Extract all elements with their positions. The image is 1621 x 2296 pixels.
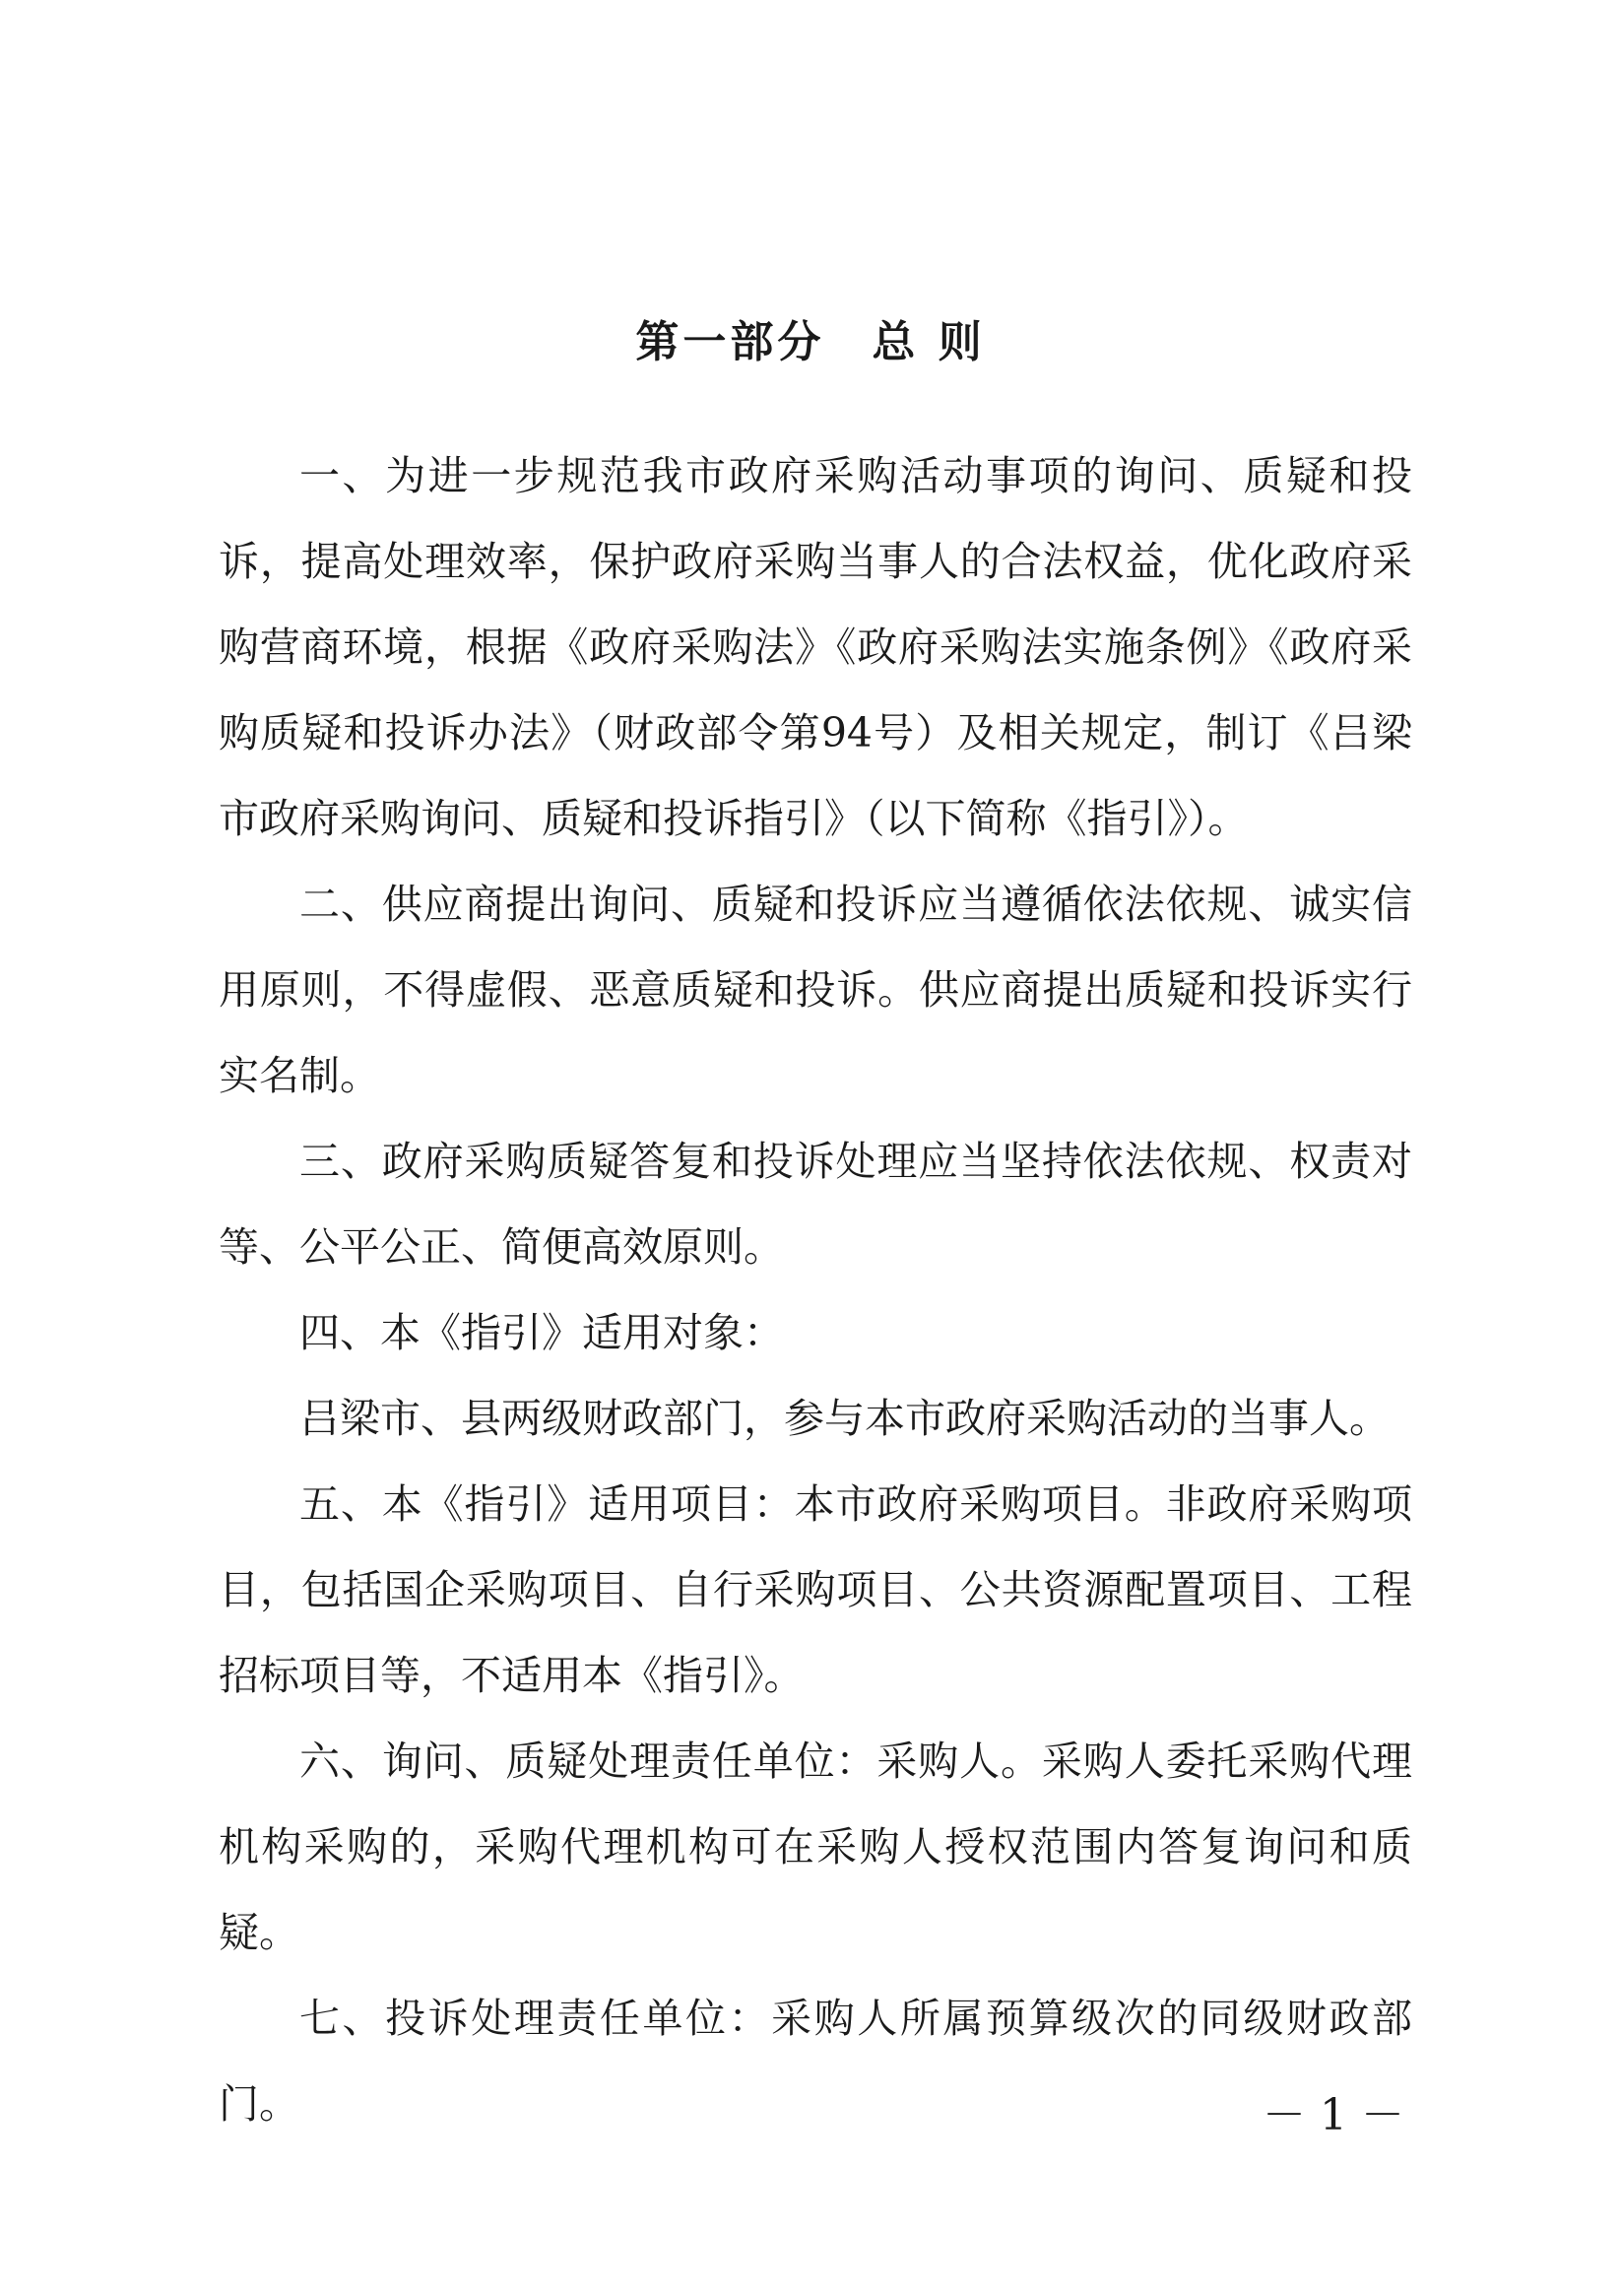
paragraph-2: 二、供应商提出询问、质疑和投诉应当遵循依法依规、诚实信用原则，不得虚假、恶意质疑和投诉。供应商提出质疑和投诉实行实名制。	[219, 881, 1412, 1099]
paragraph-4: 四、本《指引》适用对象：	[299, 1309, 784, 1356]
paragraph-3: 三、政府采购质疑答复和投诉处理应当坚持依法依规、权责对等、公平公正、简便高效原则。	[219, 1138, 1412, 1271]
paragraph-8: 七、投诉处理责任单位：采购人所属预算级次的同级财政部门。	[219, 1995, 1412, 2128]
document-body	[219, 433, 1412, 2147]
page-title: 第一部分 总 则	[635, 317, 986, 367]
paragraph-5: 吕梁市、县两级财政部门，参与本市政府采购活动的当事人。	[299, 1395, 1390, 1442]
paragraph-7: 六、询问、质疑处理责任单位：采购人。采购人委托采购代理机构采购的，采购代理机构可在采购人授权范围内答复询问和质疑。	[219, 1738, 1412, 1956]
page-number: － 1 －	[1263, 2090, 1404, 2140]
paragraph-6: 五、本《指引》适用项目：本市政府采购项目。非政府采购项目，包括国企采购项目、自行采购项目、公共资源配置项目、工程招标项目等，不适用本《指引》。	[219, 1480, 1412, 1699]
paragraph-1: 一、为进一步规范我市政府采购活动事项的询问、质疑和投诉，提高处理效率，保护政府采购当事人的合法权益，优化政府采购营商环境，根据《政府采购法》《政府采购法实施条例》《政府采购质疑和投诉办法》（财政部令第94号）及相关规定，制订《吕梁市政府采购询问、质疑和投诉指引》（以下简称《指引》）。	[219, 452, 1412, 842]
